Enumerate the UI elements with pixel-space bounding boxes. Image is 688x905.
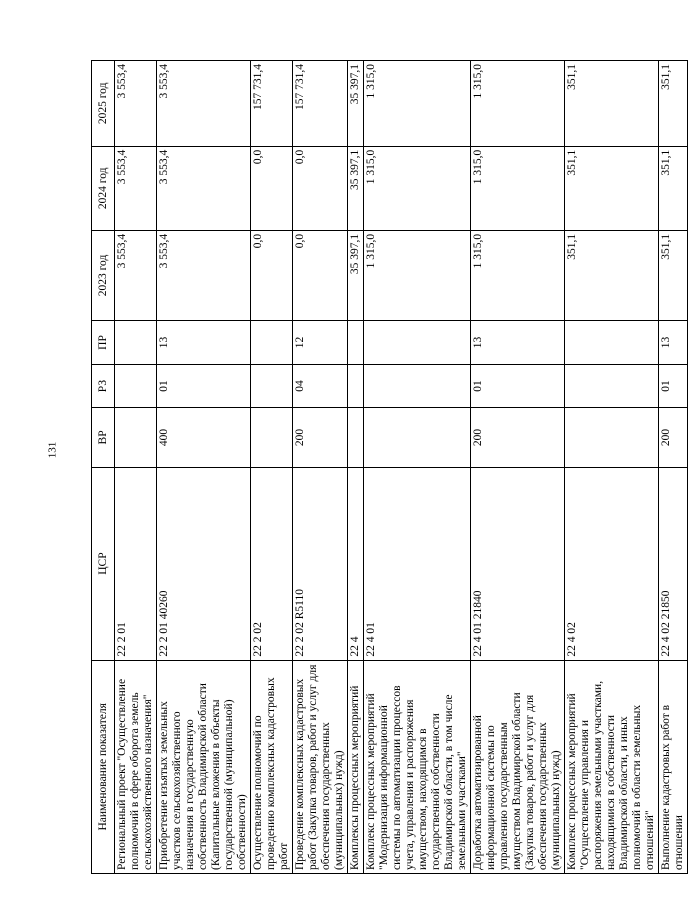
cell-name: Комплекс процессных мероприятий "Модернизация информационной системы по автоматизации процессов учета, управления и распоряжения имуществом, находящимся в государственной собственности Владимирской области, в том числе земельными участками" xyxy=(364,660,471,873)
cell-pr: 12 xyxy=(293,321,348,365)
cell-2025: 1 315,0 xyxy=(364,61,471,147)
table-row xyxy=(157,61,251,874)
cell-2023: 35 397,1 xyxy=(348,230,364,320)
header-csr: ЦСР xyxy=(92,467,115,660)
cell-2025: 35 397,1 xyxy=(348,61,364,147)
cell-2023: 0,0 xyxy=(293,230,348,320)
cell-csr: 22 2 01 xyxy=(115,467,157,660)
budget-table-rotated xyxy=(91,60,685,874)
cell-2023: 3 553,4 xyxy=(115,230,157,320)
cell-2025: 3 553,4 xyxy=(115,61,157,147)
cell-pr xyxy=(565,321,659,365)
cell-name: Приобретение изъятых земельных участков сельскохозяйственного назначения в государственную собственность Владимирской области (Капитальные вложения в объекты государственной (муниципальной) собственности) xyxy=(157,660,251,873)
cell-2023: 3 553,4 xyxy=(157,230,251,320)
cell-vr: 400 xyxy=(157,408,251,467)
cell-csr: 22 4 01 21840 xyxy=(471,467,565,660)
cell-rz: 04 xyxy=(293,364,348,408)
cell-2024: 351,1 xyxy=(659,146,688,230)
cell-rz xyxy=(565,364,659,408)
cell-vr xyxy=(364,408,471,467)
cell-csr: 22 2 02 R5110 xyxy=(293,467,348,660)
cell-rz xyxy=(115,364,157,408)
cell-csr: 22 4 02 xyxy=(565,467,659,660)
table-row xyxy=(471,61,565,874)
cell-2024: 1 315,0 xyxy=(364,146,471,230)
header-2025: 2025 год xyxy=(92,61,115,147)
cell-vr: 200 xyxy=(659,408,688,467)
cell-name: Проведение комплексных кадастровых работ (Закупка товаров, работ и услуг для обеспечения государственных (муниципальных) нужд) xyxy=(293,660,348,873)
cell-2024: 35 397,1 xyxy=(348,146,364,230)
cell-2024: 3 553,4 xyxy=(157,146,251,230)
header-2023: 2023 год xyxy=(92,230,115,320)
cell-2023: 1 315,0 xyxy=(471,230,565,320)
header-name: Наименование показателя xyxy=(92,660,115,873)
table-body xyxy=(115,61,688,874)
cell-vr: 200 xyxy=(293,408,348,467)
table-header-row xyxy=(92,61,115,874)
cell-csr: 22 2 01 40260 xyxy=(157,467,251,660)
cell-2025: 351,1 xyxy=(565,61,659,147)
cell-vr xyxy=(115,408,157,467)
cell-rz xyxy=(348,364,364,408)
cell-rz xyxy=(364,364,471,408)
cell-pr xyxy=(364,321,471,365)
cell-pr xyxy=(348,321,364,365)
table-row xyxy=(115,61,157,874)
cell-rz: 01 xyxy=(157,364,251,408)
table-row xyxy=(364,61,471,874)
cell-2023: 0,0 xyxy=(251,230,293,320)
cell-rz: 01 xyxy=(659,364,688,408)
cell-name: Комплексы процессных мероприятий xyxy=(348,660,364,873)
cell-2025: 1 315,0 xyxy=(471,61,565,147)
cell-csr: 22 4 01 xyxy=(364,467,471,660)
table-row xyxy=(659,61,688,874)
cell-pr xyxy=(251,321,293,365)
cell-name: Комплекс процессных мероприятий "Осуществление управления и распоряжения земельными участками, находящимися в собственности Владимирской области, и иных полномочий в области земельных отношений" xyxy=(565,660,659,873)
cell-vr: 200 xyxy=(471,408,565,467)
cell-2024: 3 553,4 xyxy=(115,146,157,230)
cell-2025: 3 553,4 xyxy=(157,61,251,147)
cell-vr xyxy=(251,408,293,467)
header-pr: ПР xyxy=(92,321,115,365)
cell-pr: 13 xyxy=(659,321,688,365)
cell-name: Региональный проект "Осуществление полномочий в сфере оборота земель сельскохозяйственного назначения" xyxy=(115,660,157,873)
cell-pr: 13 xyxy=(157,321,251,365)
table-row xyxy=(251,61,293,874)
cell-2024: 0,0 xyxy=(293,146,348,230)
cell-csr: 22 4 xyxy=(348,467,364,660)
header-rz: РЗ xyxy=(92,364,115,408)
cell-name: Доработка автоматизированной информационной системы по управлению государственным имуществом Владимирской области (Закупка товаров, работ и услуг для обеспечения государственных (муниципальных) нужд) xyxy=(471,660,565,873)
cell-pr xyxy=(115,321,157,365)
cell-name: Выполнение кадастровых работ в отношении xyxy=(659,660,688,873)
cell-csr: 22 4 02 21850 xyxy=(659,467,688,660)
cell-rz: 01 xyxy=(471,364,565,408)
budget-table xyxy=(91,60,688,874)
cell-pr: 13 xyxy=(471,321,565,365)
cell-2025: 157 731,4 xyxy=(293,61,348,147)
cell-2024: 0,0 xyxy=(251,146,293,230)
cell-vr xyxy=(565,408,659,467)
cell-name: Осуществление полномочий по проведению комплексных кадастровых работ xyxy=(251,660,293,873)
cell-vr xyxy=(348,408,364,467)
cell-2023: 351,1 xyxy=(659,230,688,320)
cell-2025: 351,1 xyxy=(659,61,688,147)
cell-csr: 22 2 02 xyxy=(251,467,293,660)
cell-2023: 351,1 xyxy=(565,230,659,320)
cell-2025: 157 731,4 xyxy=(251,61,293,147)
cell-rz xyxy=(251,364,293,408)
cell-2023: 1 315,0 xyxy=(364,230,471,320)
table-row xyxy=(348,61,364,874)
table-row xyxy=(293,61,348,874)
cell-2024: 351,1 xyxy=(565,146,659,230)
header-2024: 2024 год xyxy=(92,146,115,230)
table-row xyxy=(565,61,659,874)
header-vr: ВР xyxy=(92,408,115,467)
page-number: 131 xyxy=(46,441,59,459)
cell-2024: 1 315,0 xyxy=(471,146,565,230)
